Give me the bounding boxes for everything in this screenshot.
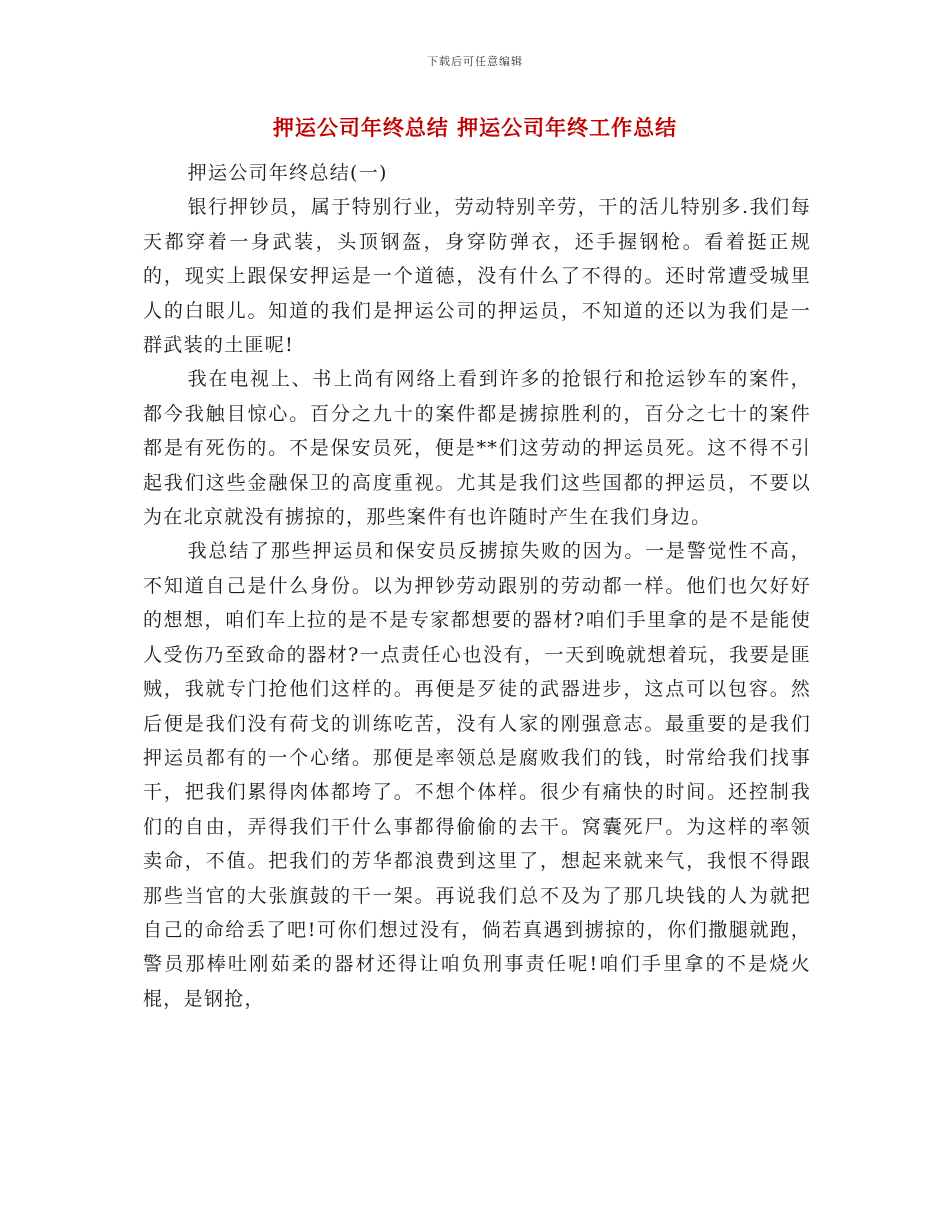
header-note: 下载后可任意编辑: [427, 55, 523, 68]
document-body: [143, 156, 811, 1016]
paragraph-3: 我总结了那些押运员和保安员反掳掠失败的因为。一是警觉性不高，不知道自己是什么身份。以为押钞劳动跟别的劳动都一样。他们也欠好好的想想，咱们车上拉的是不是专家都想要的器材?咱们手里拿的是不是能使人受伤乃至致命的器材?一点责任心也没有，一天到晚就想着玩，我要是匪贼，我就专门抢他们这样的。再便是歹徒的武器进步，这点可以包容。然后便是我们没有荷戈的训练吃苦，没有人家的刚强意志。最重要的是我们押运员都有的一个心绪。那便是率领总是腐败我们的钱，时常给我们找事干，把我们累得肉体都垮了。不想个体样。很少有痛快的时间。还控制我们的自由，弄得我们干什么事都得偷偷的去干。窝囊死尸。为这样的率领卖命，不值。把我们的芳华都浪费到这里了，想起来就来气，我恨不得跟那些当官的大张旗鼓的干一架。再说我们总不及为了那几块钱的人为就把自己的命给丢了吧!可你们想过没有，倘若真遇到掳掠的，你们撒腿就跑，警员那棒吐刚茹柔的器材还得让咱负刑事责任呢!咱们手里拿的不是烧火棍，是钢抢，: [143, 540, 811, 1010]
section-subtitle: 押运公司年终总结(一): [187, 162, 388, 184]
paragraph-2: 我在电视上、书上尚有网络上看到许多的抢银行和抢运钞车的案件，都今我触目惊心。百分之九十的案件都是掳掠胜利的，百分之七十的案件都是有死伤的。不是保安员死，便是**们这劳动的押运员死。这不得不引起我们这些金融保卫的高度重视。尤其是我们这些国都的押运员，不要以为在北京就没有掳掠的，那些案件有也许随时产生在我们身边。: [143, 368, 811, 529]
paragraph-1: 银行押钞员，属于特别行业，劳动特别辛劳，干的活儿特别多.我们每天都穿着一身武装，头顶钢盔，身穿防弹衣，还手握钢枪。看着挺正规的，现实上跟保安押运是一个道德，没有什么了不得的。还时常遭受城里人的白眼儿。知道的我们是押运公司的押运员，不知道的还以为我们是一群武装的土匪呢!: [143, 196, 811, 357]
document-title: 押运公司年终总结 押运公司年终工作总结: [272, 115, 678, 140]
